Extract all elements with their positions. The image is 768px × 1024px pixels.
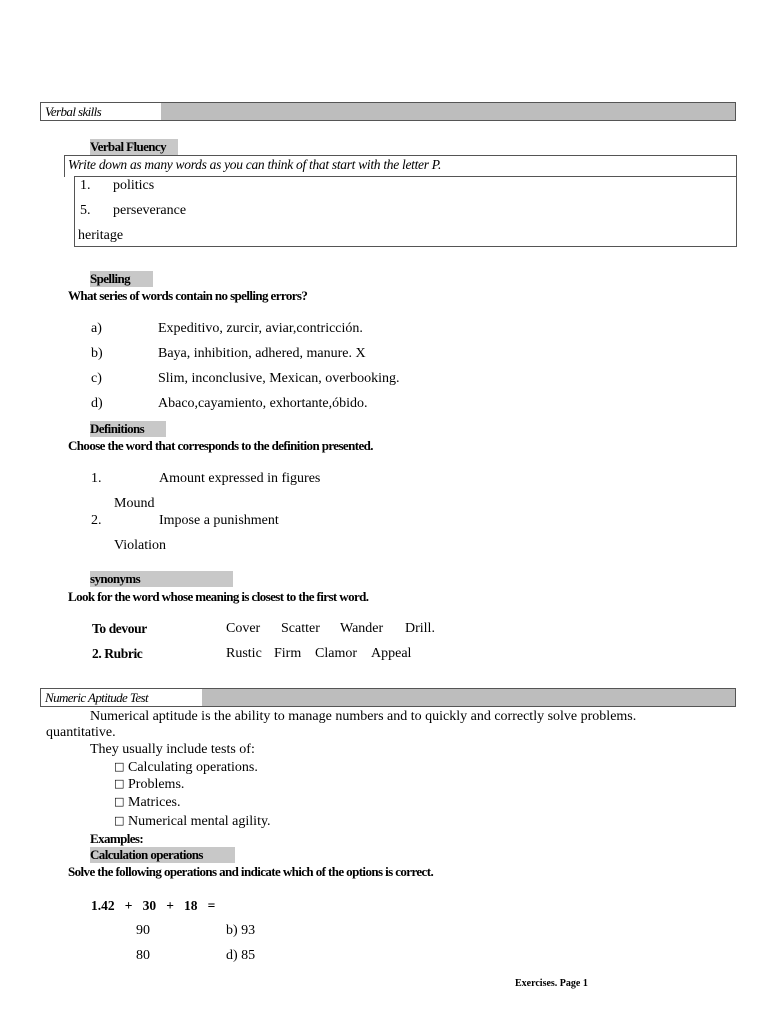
fluency-item-num: 1. — [80, 178, 91, 193]
synonym-word: 2. Rubric — [92, 646, 143, 661]
definition-text: Amount expressed in figures — [159, 471, 321, 486]
spelling-option-text: Abaco,cayamiento, exhortante,óbido. — [158, 396, 368, 411]
synonym-option: Cover — [226, 621, 261, 636]
bullet-icon: □ — [114, 777, 125, 790]
fluency-prompt: Write down as many words as you can think of that start with the letter P. — [68, 157, 442, 172]
section-title-numeric: Numeric Aptitude Test — [41, 689, 202, 706]
numeric-test-item: Calculating operations. — [128, 760, 258, 775]
synonym-word: To devour — [92, 621, 147, 636]
spelling-option-text: Expeditivo, zurcir, aviar,contricción. — [158, 321, 363, 336]
page-footer: Exercises. Page 1 — [515, 978, 588, 989]
synonym-option: Scatter — [281, 621, 320, 636]
spelling-option-letter: a) — [91, 321, 102, 336]
synonym-option: Firm — [274, 646, 302, 661]
definition-num: 2. — [91, 513, 102, 528]
fluency-item-word: perseverance — [113, 203, 187, 218]
synonym-option: Rustic — [226, 646, 262, 661]
section-bar-verbal — [40, 102, 736, 121]
spelling-option-text: Slim, inconclusive, Mexican, overbooking. — [158, 371, 400, 386]
heading-calculation-operations: Calculation operations — [90, 847, 235, 863]
synonyms-question: Look for the word whose meaning is closest to the first word. — [68, 589, 369, 604]
definition-text: Impose a punishment — [159, 513, 279, 528]
section-title-verbal: Verbal skills — [41, 103, 161, 120]
fluency-item-num: 5. — [80, 203, 91, 218]
heading-synonyms: synonyms — [90, 571, 233, 587]
synonym-option: Drill. — [405, 621, 435, 636]
fluency-extra-word: heritage — [78, 228, 124, 243]
calc-problem: 1.42 + 30 + 18 = — [91, 898, 216, 913]
heading-definitions: Definitions — [90, 421, 166, 437]
section-bar-numeric — [40, 688, 736, 707]
heading-verbal-fluency: Verbal Fluency — [90, 139, 178, 155]
calc-answer-right: b) 93 — [226, 923, 256, 938]
spelling-option-letter: b) — [91, 346, 103, 361]
numeric-test-item: Numerical mental agility. — [128, 814, 271, 829]
synonym-option: Clamor — [315, 646, 357, 661]
fluency-item-word: politics — [113, 178, 155, 193]
numeric-test-item: Matrices. — [128, 795, 181, 810]
examples-label: Examples: — [90, 831, 144, 846]
numeric-tests-intro: They usually include tests of: — [90, 742, 255, 757]
calc-answer-left: 80 — [136, 948, 150, 963]
numeric-intro-line2: quantitative. — [46, 725, 116, 740]
synonym-option: Appeal — [371, 646, 412, 661]
spelling-option-letter: c) — [91, 371, 102, 386]
bullet-icon: □ — [114, 795, 125, 808]
spelling-question: What series of words contain no spelling errors? — [68, 288, 308, 303]
synonym-option: Wander — [340, 621, 384, 636]
definitions-question: Choose the word that corresponds to the definition presented. — [68, 438, 373, 453]
definition-num: 1. — [91, 471, 102, 486]
spelling-option-text: Baya, inhibition, adhered, manure. X — [158, 346, 366, 361]
numeric-test-item: Problems. — [128, 777, 185, 792]
bullet-icon: □ — [114, 760, 125, 773]
spelling-option-letter: d) — [91, 396, 103, 411]
bullet-icon: □ — [114, 814, 125, 827]
calc-instruction: Solve the following operations and indicate which of the options is correct. — [68, 864, 434, 879]
calc-answer-right: d) 85 — [226, 948, 256, 963]
calc-answer-left: 90 — [136, 923, 150, 938]
numeric-intro-line1: Numerical aptitude is the ability to manage numbers and to quickly and correctly solve problems. — [90, 709, 637, 724]
fluency-prompt-box — [64, 155, 737, 177]
definition-answer: Mound — [114, 496, 155, 511]
definition-answer: Violation — [114, 538, 167, 553]
heading-spelling: Spelling — [90, 271, 153, 287]
